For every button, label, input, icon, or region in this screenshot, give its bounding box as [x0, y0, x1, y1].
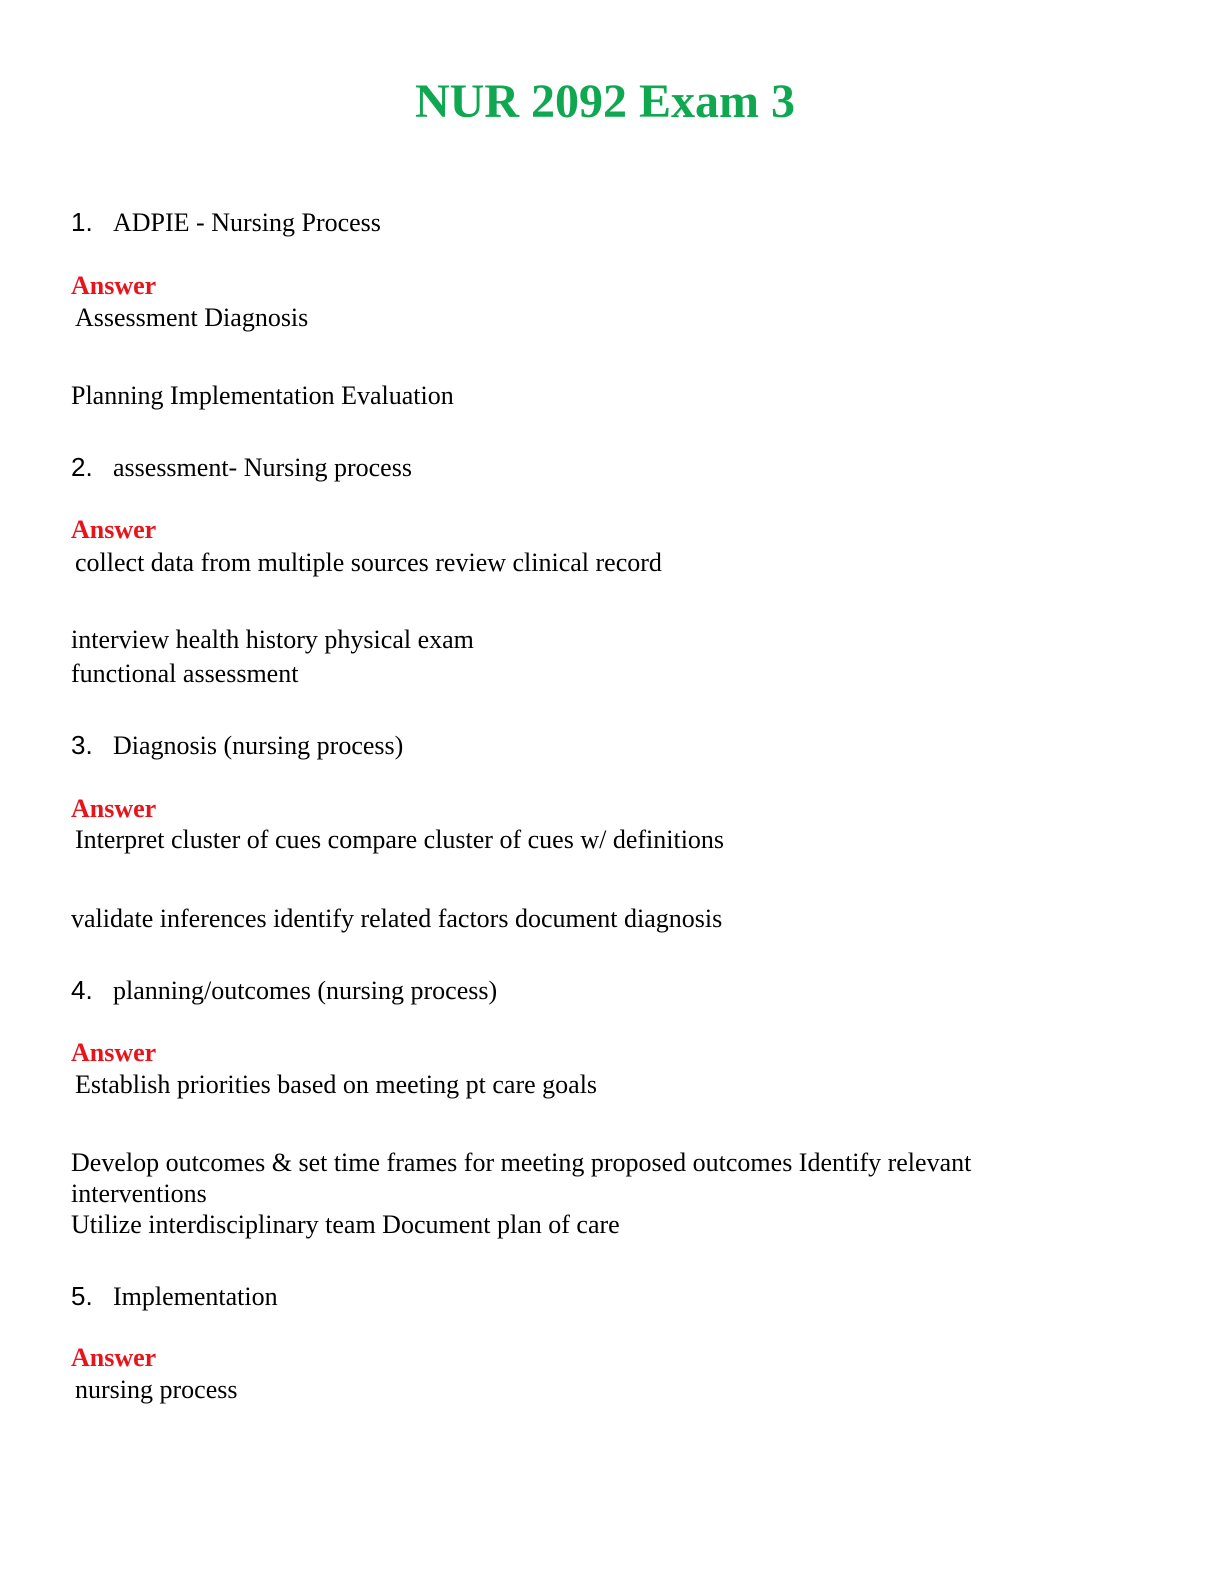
- answer-label: Answer: [71, 271, 157, 300]
- question-3: [71, 729, 403, 762]
- answer-line: Utilize interdisciplinary team Document plan of care: [71, 1210, 620, 1239]
- question-number: 4.: [71, 975, 93, 1005]
- question-number: 5.: [71, 1281, 93, 1311]
- question-4: [71, 974, 497, 1007]
- question-text: assessment- Nursing process: [113, 453, 412, 482]
- answer-line: nursing process: [75, 1375, 238, 1404]
- answer-label: Answer: [71, 1343, 157, 1372]
- answer-line: Establish priorities based on meeting pt care goals: [75, 1070, 598, 1099]
- answer-line: Planning Implementation Evaluation: [71, 381, 454, 410]
- answer-line: Assessment Diagnosis: [75, 303, 309, 332]
- question-number: 2.: [71, 452, 93, 482]
- answer-line: interventions: [71, 1179, 207, 1208]
- question-number: 3.: [71, 730, 93, 760]
- answer-line: functional assessment: [71, 659, 299, 688]
- answer-line: Interpret cluster of cues compare cluster of cues w/ definitions: [75, 825, 725, 854]
- question-text: ADPIE - Nursing Process: [113, 208, 381, 237]
- answer-label: Answer: [71, 515, 157, 544]
- answer-label: Answer: [71, 794, 157, 823]
- answer-line: Develop outcomes & set time frames for meeting proposed outcomes Identify relevant: [71, 1148, 972, 1177]
- answer-line: interview health history physical exam: [71, 625, 474, 654]
- question-text: Implementation: [113, 1282, 278, 1311]
- question-5: [71, 1280, 278, 1313]
- question-text: Diagnosis (nursing process): [113, 731, 404, 760]
- answer-line: validate inferences identify related factors document diagnosis: [71, 904, 723, 933]
- question-2: [71, 451, 412, 484]
- answer-label: Answer: [71, 1038, 157, 1067]
- question-1: [71, 206, 381, 239]
- answer-line: collect data from multiple sources review clinical record: [75, 548, 662, 577]
- page-title: NUR 2092 Exam 3: [415, 75, 795, 128]
- question-text: planning/outcomes (nursing process): [113, 976, 498, 1005]
- question-number: 1.: [71, 207, 93, 237]
